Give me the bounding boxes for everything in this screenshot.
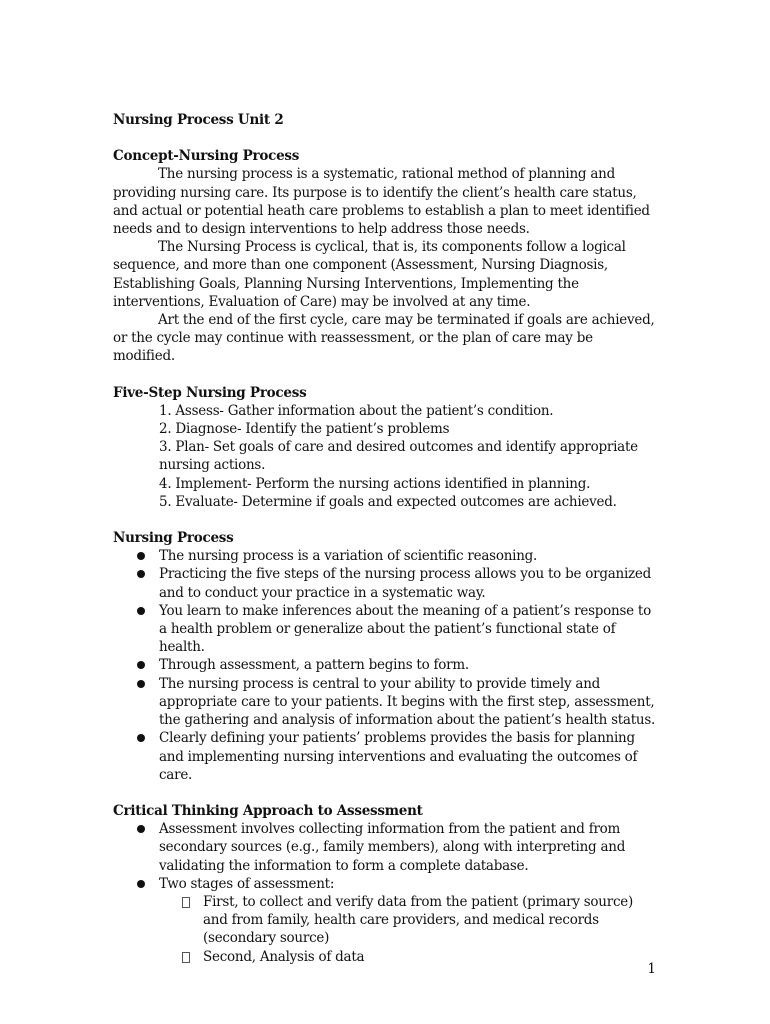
bullet-item <box>113 656 658 674</box>
step-item: 3. Plan- Set goals of care and desired outcomes and identify appropriate nursing actions. <box>159 439 638 474</box>
bullet-text: The nursing process is central to your ability to provide timely and appropriate care to your patients. It begins with the first step, assessment, the gathering and analysis of information about the patient’s health status. <box>159 675 656 729</box>
bullet-item <box>113 729 658 784</box>
five-step-list <box>113 402 658 511</box>
sub-bullet-text: Second, Analysis of data <box>203 948 365 965</box>
bullet-dot-icon <box>137 607 145 615</box>
document-title: Nursing Process Unit 2 <box>113 112 284 128</box>
bullet-text: The nursing process is a variation of scientific reasoning. <box>159 548 538 565</box>
concept-heading: Concept-Nursing Process <box>113 148 300 165</box>
concept-paragraph: Art the end of the first cycle, care may be terminated if goals are achieved, or the cycle may continue with reassessment, or the plan of care may be modified. <box>113 312 655 365</box>
bullet-dot-icon <box>137 734 145 742</box>
sub-bullet-text: First, to collect and verify data from the patient (primary source) and from family, health care providers, and medical records (secondary source) <box>203 893 634 947</box>
nursing-process-list <box>113 547 658 784</box>
document-page <box>113 111 658 966</box>
bullet-item <box>113 565 658 601</box>
bullet-dot-icon <box>137 661 145 669</box>
bullet-dot-icon <box>137 825 145 833</box>
bullet-text: Clearly defining your patients’ problems provides the basis for planning and implementing nursing interventions and evaluating the outcomes of care. <box>159 730 638 783</box>
step-item: 2. Diagnose- Identify the patient’s problems <box>159 421 450 438</box>
page-number: 1 <box>647 961 656 977</box>
bullet-item <box>113 875 658 966</box>
concept-paragraph: The Nursing Process is cyclical, that is, its components follow a logical sequence, and more than one component (Assessment, Nursing Diagnosis, Establishing Goals, Planning Nursing Interventions, Implementing the interventions, Evaluation of Care) may be involved at any time. <box>113 239 626 310</box>
step-item: 4. Implement- Perform the nursing actions identified in planning. <box>159 475 591 492</box>
five-step-heading: Five-Step Nursing Process <box>113 384 307 401</box>
sub-bullet-box-icon <box>182 897 190 908</box>
sub-bullet-item <box>159 893 658 948</box>
bullet-item <box>113 820 658 875</box>
bullet-item <box>113 547 658 565</box>
bullet-item <box>113 675 658 730</box>
bullet-item <box>113 602 658 657</box>
concept-paragraph: The nursing process is a systematic, rational method of planning and providing nursing care. Its purpose is to identify the client’s health care status, and actual or potential heath care problems to establish a plan to meet identified needs and to design interventions to help address those needs. <box>113 166 650 238</box>
bullet-text: Two stages of assessment: <box>159 875 335 892</box>
bullet-text: Assessment involves collecting information from the patient and from secondary sources (e.g., family members), along with interpreting and validating the information to form a complete database. <box>159 821 626 874</box>
sub-bullet-box-icon <box>182 952 190 963</box>
step-item: 5. Evaluate- Determine if goals and expected outcomes are achieved. <box>159 493 617 510</box>
bullet-dot-icon <box>137 570 145 578</box>
bullet-text: Through assessment, a pattern begins to form. <box>159 657 469 674</box>
bullet-dot-icon <box>137 552 145 560</box>
step-item: 1. Assess- Gather information about the patient’s condition. <box>159 402 554 419</box>
nursing-process-heading: Nursing Process <box>113 530 234 547</box>
bullet-text: You learn to make inferences about the meaning of a patient’s response to a health problem or generalize about the patient’s functional state of health. <box>159 602 651 656</box>
bullet-dot-icon <box>137 680 145 688</box>
critical-thinking-list <box>113 820 658 966</box>
sub-bullet-item <box>159 948 658 966</box>
critical-thinking-heading: Critical Thinking Approach to Assessment <box>113 802 423 819</box>
bullet-text: Practicing the five steps of the nursing process allows you to be organized and to conduct your practice in a systematic way. <box>159 566 652 601</box>
assessment-stages-list <box>159 893 658 966</box>
bullet-dot-icon <box>137 880 145 888</box>
